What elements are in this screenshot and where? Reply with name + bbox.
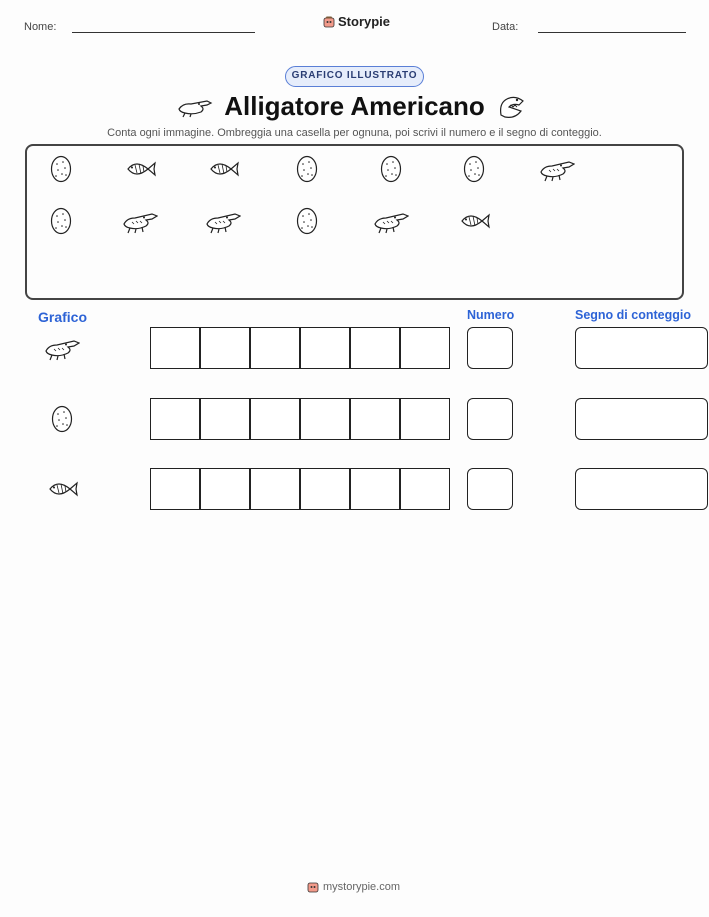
fish-icon (456, 206, 492, 236)
egg-icon (43, 206, 79, 236)
number-answer-box[interactable] (467, 398, 513, 440)
storypie-logo-icon (307, 881, 319, 893)
graph-cell[interactable] (400, 327, 450, 369)
egg-icon (289, 206, 325, 236)
fish-icon (44, 474, 80, 504)
tally-header: Segno di conteggio (575, 308, 691, 322)
egg-icon (289, 154, 325, 184)
tally-answer-box[interactable] (575, 468, 708, 510)
tally-answer-box[interactable] (575, 398, 708, 440)
egg-icon (373, 154, 409, 184)
date-label: Data: (492, 21, 519, 33)
graph-cell[interactable] (350, 468, 400, 510)
date-field[interactable] (538, 32, 686, 33)
storypie-logo-icon (323, 16, 335, 28)
fish-icon (122, 154, 158, 184)
graph-title: Grafico (38, 309, 88, 325)
graph-cell[interactable] (400, 398, 450, 440)
graph-cell[interactable] (200, 327, 250, 369)
instructions: Conta ogni immagine. Ombreggia una casella per ognuna, poi scrivi il numero e il segno di conteggio. (107, 127, 602, 139)
alligator-icon (122, 206, 158, 236)
number-header: Numero (467, 308, 515, 322)
egg-icon (456, 154, 492, 184)
egg-icon (43, 154, 79, 184)
alligator-icon (44, 333, 80, 363)
brand-name: Storypie (338, 14, 391, 29)
page-title: Alligatore Americano (224, 91, 485, 121)
number-answer-box[interactable] (467, 468, 513, 510)
name-field[interactable] (72, 32, 255, 33)
picture-counting-area (25, 144, 684, 300)
graph-cell[interactable] (400, 468, 450, 510)
brand-logo (323, 14, 390, 29)
graph-cell[interactable] (150, 327, 200, 369)
graph-cell[interactable] (150, 468, 200, 510)
number-answer-box[interactable] (467, 327, 513, 369)
graph-cell[interactable] (150, 398, 200, 440)
graph-cell[interactable] (200, 398, 250, 440)
alligator-icon (205, 206, 241, 236)
egg-icon (44, 404, 80, 434)
graph-cell[interactable] (250, 398, 300, 440)
graph-cell[interactable] (350, 398, 400, 440)
footer-url: mystorypie.com (323, 881, 401, 893)
name-label: Nome: (24, 21, 57, 33)
worksheet-type-badge: GRAFICO ILLUSTRATO (285, 66, 424, 87)
alligator-icon (373, 206, 409, 236)
alligator-head-icon (497, 93, 527, 121)
alligator-icon (539, 154, 575, 184)
graph-cell[interactable] (250, 468, 300, 510)
footer (307, 881, 400, 893)
graph-cell[interactable] (300, 468, 350, 510)
tally-answer-box[interactable] (575, 327, 708, 369)
graph-cell[interactable] (250, 327, 300, 369)
graph-cell[interactable] (350, 327, 400, 369)
graph-cell[interactable] (300, 398, 350, 440)
fish-icon (205, 154, 241, 184)
graph-cell[interactable] (300, 327, 350, 369)
graph-cell[interactable] (200, 468, 250, 510)
